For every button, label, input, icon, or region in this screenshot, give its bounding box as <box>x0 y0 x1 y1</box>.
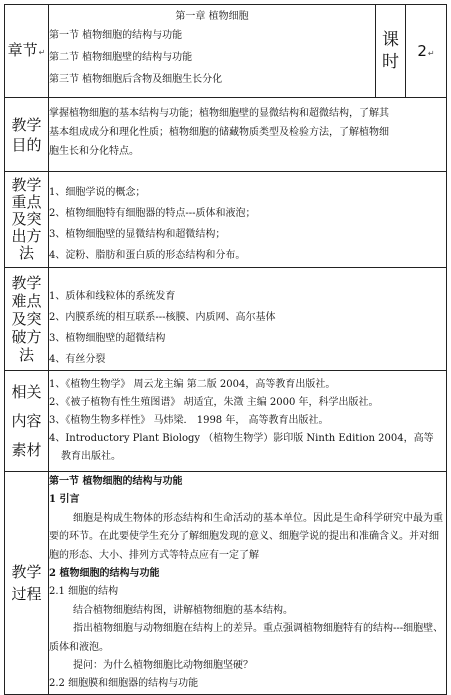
difficulty-4: 4、有丝分裂 <box>49 354 106 365</box>
lesson-plan-table <box>4 4 447 695</box>
process-para1: 细胞是构成生物体的形态结构和生命活动的基本单位。因此是生命科学研究中最为重要的环节。在此要使学生充分了解细胞发现的意义、细胞学说的提出和准确含义。并对细胞的形态、大小、排列方式等特点应有一定了解 <box>49 512 443 561</box>
objectives-row <box>5 98 447 172</box>
keypoints-label <box>5 172 49 268</box>
keypoints-content <box>49 172 447 268</box>
keypoint-3: 3、植物细胞壁的显微结构和超微结构； <box>49 229 226 240</box>
difficulty-2: 2、内膜系统的相互联系---核膜、内质网、高尔基体 <box>49 312 276 323</box>
material-4-cont: 教育出版社。 <box>61 451 121 462</box>
material-1: 1、《植物生物学》 周云龙主编 第二版 2004，高等教育出版社。 <box>49 379 336 390</box>
chapter-label-text: 章节 <box>7 40 38 59</box>
keypoint-1: 1、细胞学说的概念； <box>49 187 146 198</box>
process-content <box>49 472 447 695</box>
hours-label <box>376 5 406 98</box>
materials-label-text: 相关内容素材 <box>11 382 42 459</box>
keypoints-label-text: 教学重点及突出方法 <box>11 176 42 262</box>
paragraph-mark-icon: ↵ <box>38 47 46 57</box>
objectives-label-text: 教学目的 <box>11 115 42 154</box>
material-2: 2、《被子植物有性生殖图谱》 胡适宜，朱澂 主编 2000 年，科学出版社。 <box>49 397 379 408</box>
process-label <box>5 472 49 695</box>
process-heading: 第一节 植物细胞的结构与功能 <box>49 476 183 487</box>
objective-line-1: 掌握植物细胞的基本结构与功能；植物细胞壁的显微结构和超微结构，了解其 <box>49 108 389 119</box>
difficulties-content <box>49 268 447 371</box>
hours-value-cell <box>406 5 447 98</box>
objective-line-2: 基本组成成分和理化性质；植物细胞的储藏物质类型及检验方法，了解植物细 <box>49 127 389 138</box>
material-3: 3、《植物生物多样性》 马炜梁． 1998 年， 高等教育出版社。 <box>49 415 329 426</box>
objective-line-3: 胞生长和分化特点。 <box>49 146 139 157</box>
paragraph-mark-icon: ↵ <box>427 49 435 58</box>
difficulties-label <box>5 268 49 371</box>
chapter-content <box>49 5 376 98</box>
chapter-title: 第一章 植物细胞 <box>175 11 249 22</box>
objectives-label <box>5 98 49 172</box>
difficulty-3: 3、植物细胞壁的超微结构 <box>49 333 166 344</box>
chapter-label <box>5 5 49 98</box>
process-sub2-2: 2.2 细胞膜和细胞器的结构与功能 <box>49 678 199 690</box>
process-para3: 指出植物细胞与动物细胞在结构上的差异。重点强调植物细胞特有的结构---细胞壁、质体和液泡。 <box>49 623 444 653</box>
difficulties-row <box>5 268 447 371</box>
chapter-row <box>5 5 447 98</box>
section-3: 第三节 植物细胞后含物及细胞生长分化 <box>49 74 223 85</box>
process-label-text: 教学过程 <box>11 562 42 603</box>
keypoints-row <box>5 172 447 268</box>
difficulties-label-text: 教学难点及突破方法 <box>11 274 42 364</box>
hours-value: 2 <box>417 42 427 60</box>
process-row <box>5 472 447 695</box>
process-sub2: 2 植物细胞的结构与功能 <box>49 568 160 580</box>
process-sub1: 1 引言 <box>49 494 80 506</box>
section-1: 第一节 植物细胞的结构与功能 <box>49 30 183 41</box>
hours-label-text: 课时 <box>382 30 399 72</box>
difficulty-1: 1、质体和线粒体的系统发育 <box>49 291 176 302</box>
section-2: 第二节 植物细胞壁的结构与功能 <box>49 52 193 63</box>
process-question: 提问：为什么植物细胞比动物细胞坚硬？ <box>73 660 253 672</box>
materials-label <box>5 371 49 472</box>
keypoint-4: 4、淀粉、脂肪和蛋白质的形态结构和分布。 <box>49 250 246 261</box>
materials-content <box>49 371 447 472</box>
process-sub2-1: 2.1 细胞的结构 <box>49 586 119 598</box>
material-4: 4、Introductory Plant Biology （植物生物学）影印版 Ninth Edition 2004，高等 <box>49 433 434 444</box>
keypoint-2: 2、植物细胞特有细胞器的特点---质体和液泡； <box>49 208 256 219</box>
materials-row <box>5 371 447 472</box>
objectives-content <box>49 98 447 172</box>
process-para2: 结合植物细胞结构图，讲解植物细胞的基本结构。 <box>73 604 293 616</box>
